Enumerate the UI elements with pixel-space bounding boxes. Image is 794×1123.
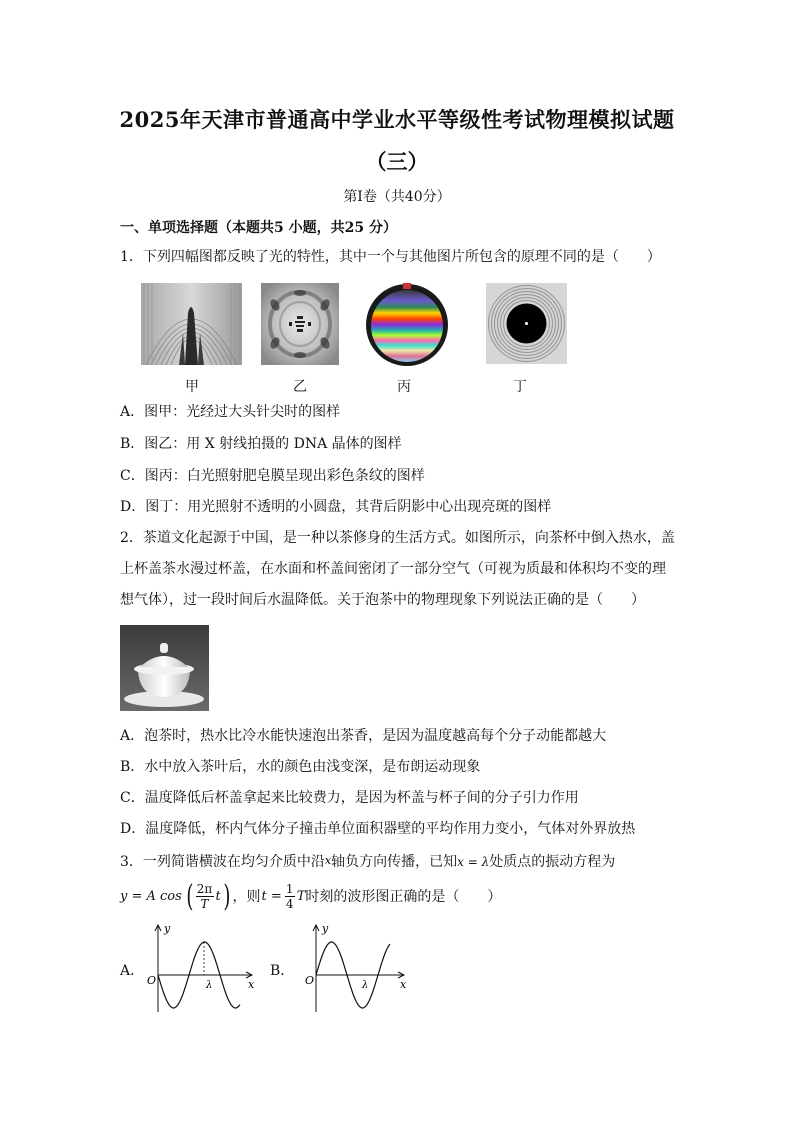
q2-option-c: C．温度降低后杯盖拿起来比较费力，是因为杯盖与杯子间的分子引力作用: [120, 790, 579, 806]
q3-eq-lhs: y = A cos: [120, 888, 182, 904]
q1-stem: 1．下列四幅图都反映了光的特性，其中一个与其他图片所包含的原理不同的是（ ）: [120, 249, 661, 265]
q3-waveform-b: [298, 922, 410, 1018]
q3-option-a-label: A．: [120, 963, 145, 979]
q1-option-d: D．图丁：用光照射不透明的小圆盘，其背后阴影中心出现亮斑的图样: [120, 499, 552, 515]
figure-caption-bing: 丙: [397, 379, 411, 395]
figure-jia: [141, 283, 242, 365]
q3-eq-denominator: T: [200, 896, 209, 911]
q2-option-d: D．温度降低，杯内气体分子撞击单位面积器壁的平均作用力变小，气体对外界放热: [120, 821, 636, 837]
figure-bing: [365, 283, 449, 367]
figure-caption-yi: 乙: [293, 379, 307, 395]
q3-t-T: T: [296, 888, 306, 904]
q3-eq-paren-open: (: [186, 878, 194, 914]
waveform-a-y-label: y: [164, 922, 171, 935]
section-heading: 一、单项选择题（本题共5 小题，共25 分）: [120, 220, 397, 236]
q1-option-a: A．图甲：光经过大头针尖时的图样: [120, 404, 341, 420]
q1-option-b: B．图乙：用 X 射线拍摄的 DNA 晶体的图样: [120, 436, 402, 452]
q3-eq-t: t: [215, 888, 221, 904]
q3-eq-then: ，则: [232, 889, 261, 905]
figure-ding: [486, 283, 567, 364]
waveform-a-lambda: λ: [206, 980, 213, 991]
q3-eq-numerator: 2π: [196, 881, 213, 896]
waveform-b-y-label: y: [322, 922, 329, 935]
q3-t-numerator: 1: [285, 881, 294, 896]
waveform-b-lambda: λ: [362, 980, 369, 991]
q3-eq-fraction: [196, 882, 214, 911]
teacup-photo: [120, 625, 209, 711]
q3-stem-condition: x = λ: [457, 855, 490, 869]
q3-t-denominator: 4: [285, 896, 294, 911]
q3-stem-end: 时刻的波形图正确的是（ ）: [305, 889, 502, 905]
q3-t-lhs: t =: [261, 888, 282, 904]
q2-option-a: A．泡茶时，热水比冷水能快速泡出茶香，是因为温度越高每个分子动能都越大: [120, 728, 607, 744]
q3-waveform-a: [140, 922, 260, 1018]
waveform-b-origin: O: [305, 974, 315, 987]
q1-option-c: C．图丙：白光照射肥皂膜呈现出彩色条纹的图样: [120, 468, 425, 484]
waveform-a-origin: O: [147, 974, 157, 987]
q2-stem-line-1: 2．茶道文化起源于中国，是一种以茶修身的生活方式。如图所示，向茶杯中倒入热水，盖: [120, 530, 675, 546]
q3-t-fraction: [285, 882, 295, 911]
page-title: 2025年天津市普通高中学业水平等级性考试物理模拟试题: [119, 107, 675, 132]
q3-stem-x: x: [324, 854, 332, 867]
q2-stem-line-2: 上杯盖茶水漫过杯盖，在水面和杯盖间密闭了一部分空气（可视为质最和体积均不变的理: [120, 561, 666, 577]
volume-heading: 第Ⅰ卷（共40分）: [343, 189, 451, 205]
figure-caption-jia: 甲: [185, 379, 199, 395]
q2-option-b: B．水中放入茶叶后，水的颜色由浅变深，是布朗运动现象: [120, 759, 481, 775]
q3-stem-text-3: 处质点的振动方程为: [489, 854, 616, 870]
waveform-b-x-label: x: [400, 978, 407, 991]
q3-stem-text-1: 3．一列简谐横波在均匀介质中沿: [120, 854, 325, 870]
figure-yi: [261, 283, 339, 365]
q3-eq-paren-close: ): [223, 878, 231, 914]
q3-stem-line-1: [120, 851, 615, 872]
q3-equation-line: [120, 876, 501, 916]
waveform-a-x-label: x: [248, 978, 255, 991]
q3-stem-text-2: 轴负方向传播，已知: [331, 854, 458, 870]
page-subtitle: （三）: [365, 149, 429, 174]
q2-stem-line-3: 想气体），过一段时间后水温降低。关于泡茶中的物理现象下列说法正确的是（ ）: [120, 592, 645, 608]
figure-caption-ding: 丁: [513, 379, 527, 395]
q3-option-b-label: B．: [270, 963, 295, 979]
